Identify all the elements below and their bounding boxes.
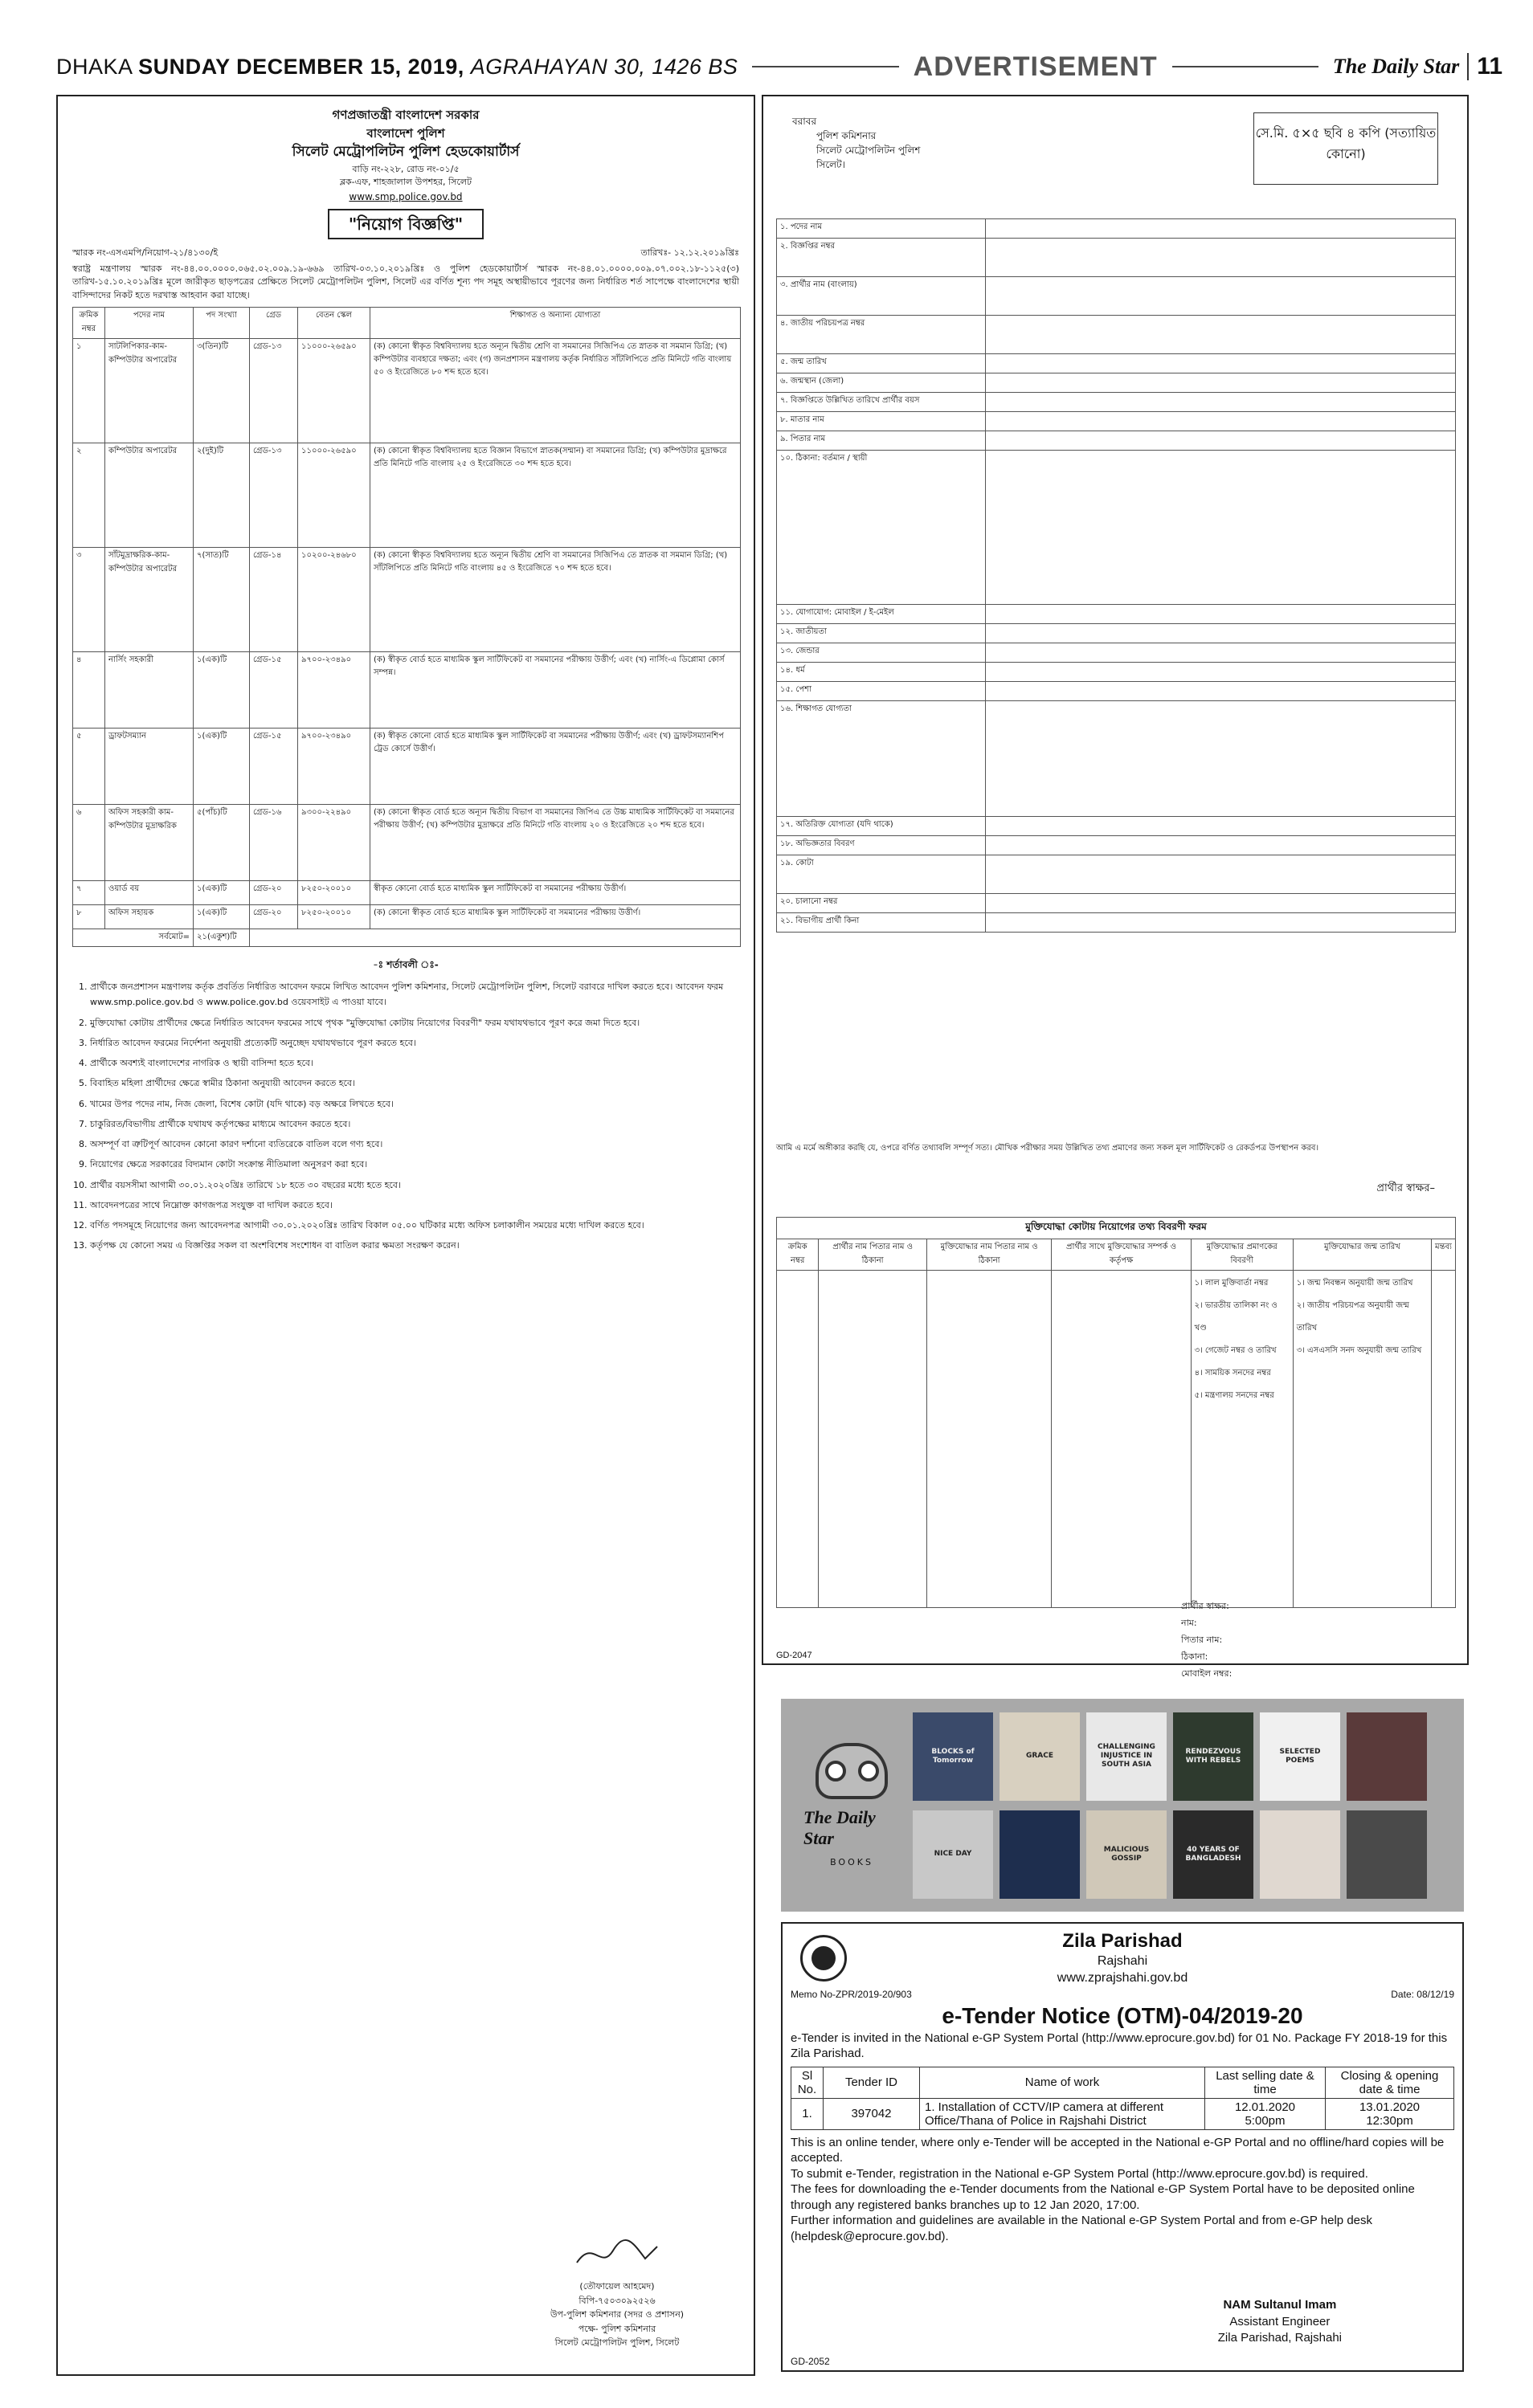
form-field-input[interactable] — [986, 431, 1456, 451]
posts-cell-scale: ১১০০০-২৬৫৯০ — [298, 339, 370, 443]
conditions-list — [90, 979, 739, 1254]
book-cover: NICE DAY — [913, 1810, 993, 1899]
tender-id: 397042 — [824, 2098, 920, 2129]
book-cover — [1260, 1810, 1340, 1899]
form-field-label: ৭. বিজ্ঞপ্তিতে উল্লিখিত তারিখে প্রার্থীর বয়স — [777, 393, 986, 412]
tender-para-1: This is an online tender, where only e-Tender will be accepted in the National e-GP Portal and no offline/hard copies will be accepted. — [791, 2135, 1445, 2165]
books-ad — [781, 1699, 1464, 1912]
ff-header: প্রার্থীর নাম পিতার নাম ও ঠিকানা — [819, 1239, 926, 1271]
book-covers — [913, 1712, 1427, 1899]
form-row — [777, 605, 1456, 624]
tender-para-2: To submit e-Tender, registration in the National e-GP System Portal (http://www.eprocure.gov.bd) is required. — [791, 2166, 1368, 2181]
form-row — [777, 239, 1456, 277]
posts-table — [72, 307, 741, 947]
form-row — [777, 701, 1456, 817]
form-field-input[interactable] — [986, 624, 1456, 643]
ad-gov: গণপ্রজাতন্ত্রী বাংলাদেশ সরকার — [332, 108, 480, 122]
page-header — [56, 50, 1502, 84]
form-field-input[interactable] — [986, 277, 1456, 316]
posts-cell-grade: গ্রেড-১৫ — [250, 729, 298, 805]
form-row — [777, 836, 1456, 855]
dateline-day: SUNDAY DECEMBER 15, 2019, — [138, 54, 464, 79]
form-field-label: ১৬. শিক্ষাগত যোগ্যতা — [777, 701, 986, 817]
form-field-label: ১১. যোগাযোগ: মোবাইল / ই-মেইল — [777, 605, 986, 624]
condition-item: 13. কর্তৃপক্ষ যে কোনো সময় এ বিজ্ঞপ্তির সকল বা অংশবিশেষ সংশোধন বা বাতিল করার ক্ষমতা সংরক্ষণ করেন। — [90, 1238, 739, 1253]
form-field-label: ২. বিজ্ঞপ্তির নম্বর — [777, 239, 986, 277]
posts-cell-post: অফিস সহকারী কাম-কম্পিউটার মুদ্রাক্ষরিক — [105, 805, 194, 881]
to-line-3: সিলেট। — [816, 159, 845, 170]
form-field-label: ১৩. জেন্ডার — [777, 643, 986, 663]
posts-cell-scale: ১০২০০-২৪৬৮০ — [298, 548, 370, 652]
form-addressee — [792, 114, 921, 172]
form-row — [777, 431, 1456, 451]
ad-title: "নিয়োগ বিজ্ঞপ্তি" — [328, 209, 484, 239]
posts-cell-scale: ৯৩০০-২২৪৯০ — [298, 805, 370, 881]
form-field-input[interactable] — [986, 701, 1456, 817]
header-rule-left — [752, 66, 898, 67]
ff-header: মুক্তিযোদ্ধার জন্ম তারিখ — [1293, 1239, 1431, 1271]
applicant-signature-label: প্রার্থীর স্বাক্ষর– — [1376, 1182, 1435, 1194]
ff-item: ৫। মন্ত্রণালয় সনদের নম্বর — [1194, 1391, 1274, 1400]
to-line-2: সিলেট মেট্রোপলিটন পুলিশ — [816, 145, 921, 156]
form-field-input[interactable] — [986, 316, 1456, 354]
condition-item: 12. বর্ণিত পদসমূহে নিয়োগের জন্য আবেদনপত্র আগামী ৩০.০১.২০২০খ্রিঃ তারিখ বিকাল ০৫.০০ ঘটিকার মধ্যে অফিস চলাকালীন সময়ের মধ্যে দাখিল করতে হবে। — [90, 1218, 739, 1233]
emblem-icon — [800, 1935, 847, 1981]
posts-cell-grade: গ্রেড-১৩ — [250, 443, 298, 548]
ad-police: বাংলাদেশ পুলিশ — [366, 125, 445, 141]
condition-item: 4. প্রার্থীকে অবশ্যই বাংলাদেশের নাগরিক ও স্থায়ী বাসিন্দা হতে হবে। — [90, 1055, 739, 1071]
condition-item: 1. প্রার্থীকে জনপ্রশাসন মন্ত্রণালয় কর্তৃক প্রবর্তিত নির্ধারিত আবেদন ফরমে লিখিত আবেদন পুলিশ কমিশনার, সিলেট মেট্রোপলিটন পুলিশ, সিলেট বরাবরে দাখিল করতে হবে। আবেদন ফরম www.smp.police.gov.bd ও www.police.gov.bd ওয়েবসাইট এ পাওয়া যাবে। — [90, 979, 739, 1010]
form-field-label: ১. পদের নাম — [777, 219, 986, 239]
ff-dob-item: ১। জন্ম নিবন্ধন অনুযায়ী জন্ম তারিখ — [1296, 1279, 1413, 1288]
declaration: আমি এ মর্মে অঙ্গীকার করছি যে, ওপরে বর্ণিত তথ্যাবলি সম্পূর্ণ সত্য। মৌখিক পরীক্ষার সময় উল্লিখিত তথ্য প্রমাণের জন্য সকল মূল সার্টিফিকেট ও রেকর্ডপত্র উপস্থাপন করব। — [776, 1144, 1319, 1153]
ad-addr1: বাড়ি নং-২২৮, রোড নং-০১/৫ — [352, 163, 460, 174]
to-line-1: পুলিশ কমিশনার — [816, 130, 877, 141]
books-sub: BOOKS — [830, 1857, 873, 1867]
posts-cell-req: (ক) স্বীকৃত বোর্ড হতে মাধ্যমিক স্কুল সার্টিফিকেট বা সমমানের পরীক্ষায় উত্তীর্ণ; এবং (খ) নার্সিং-এ ডিপ্লোমা কোর্স সম্পন্ন। — [370, 652, 741, 729]
ff-sign-line: পিতার নাম: — [1181, 1634, 1223, 1645]
application-form — [762, 95, 1469, 1679]
form-code: GD-2047 — [776, 1651, 812, 1660]
posts-cell-grade: গ্রেড-১৪ — [250, 548, 298, 652]
posts-cell-scale: ৯৭০০-২৩৪৯০ — [298, 729, 370, 805]
form-field-input[interactable] — [986, 894, 1456, 913]
tender-th: Tender ID — [824, 2067, 920, 2098]
posts-cell-sl: ১ — [73, 339, 105, 443]
posts-cell-sl: ৩ — [73, 548, 105, 652]
condition-item: 5. বিবাহিত মহিলা প্রার্থীদের ক্ষেত্রে স্বামীর ঠিকানা অনুযায়ী আবেদন করতে হবে। — [90, 1075, 739, 1091]
condition-item: 8. অসম্পূর্ণ বা ত্রুটিপূর্ণ আবেদন কোনো কারণ দর্শানো ব্যতিরেকে বাতিল বলে গণ্য হবে। — [90, 1137, 739, 1152]
condition-item: 2. মুক্তিযোদ্ধা কোটায় প্রার্থীদের ক্ষেত্রে নির্ধারিত আবেদন ফরমের সাথে পৃথক "মুক্তিযোদ্ধা কোটায় নিয়োগের বিবরণী" ফরম যথাযথভাবে পূরণ করে জমা দিতে হবে। — [90, 1015, 739, 1031]
tender-work: 1. Installation of CCTV/IP camera at different Office/Thana of Police in Rajshahi District — [920, 2098, 1205, 2129]
form-field-input[interactable] — [986, 836, 1456, 855]
posts-header: পদ সংখ্যা — [194, 308, 250, 339]
form-field-input[interactable] — [986, 605, 1456, 624]
posts-cell-post: ড্রাফটসম্যান — [105, 729, 194, 805]
application-fields-table — [776, 218, 1456, 933]
book-cover: BLOCKS of Tomorrow — [913, 1712, 993, 1801]
ad-intro: স্বরাষ্ট্র মন্ত্রণালয় স্মারক নং-৪৪.০০.০০০০.০৬৫.০২.০০৯.১৯-৬৬৯ তারিখ-০৩.১০.২০১৯খ্রিঃ ও পুলিশ হেডকোয়ার্টার্স স্মারক নং-৪৪.০১.০০০০.০০৯.০৭.০০২.১৮-১১২৫(৩) তারিখ-১৫.১০.২০১৯খ্রিঃ মূলে জারীকৃত ছাড়পত্রের প্রেক্ষিতে সিলেট মেট্রোপলিটন পুলিশ, সিলেট এর বর্ণিত শূন্য পদ সমূহ অস্থায়ীভাবে পূরণের জন্য নির্ধারিত শর্ত সাপেক্ষে বাংলাদেশের স্থায়ী বাসিন্দাদের নিকট হতে দরখাস্ত আহবান করা যাচ্ছে। — [72, 263, 739, 300]
ff-item: ৪। সাময়িক সনদের নম্বর — [1194, 1369, 1271, 1377]
tender-signer-title: Assistant Engineer — [1229, 2314, 1331, 2328]
posts-cell-sl: ২ — [73, 443, 105, 548]
ff-sign-line: মোবাইল নম্বর: — [1181, 1667, 1233, 1679]
book-cover — [1000, 1810, 1080, 1899]
form-field-label: ৮. মাতার নাম — [777, 412, 986, 431]
form-row — [777, 624, 1456, 643]
tender-notice — [781, 1922, 1464, 2372]
tender-para-4: Further information and guidelines are available in the National e-GP System Portal and from e-GP help desk (helpdesk@eprocure.gov.bd). — [791, 2214, 1372, 2243]
last-sell-date: 12.01.2020 — [1234, 2100, 1296, 2114]
last-sell-time: 5:00pm — [1245, 2113, 1286, 2128]
condition-item: 9. নিয়োগের ক্ষেত্রে সরকারের বিদ্যমান কোটা সংক্রান্ত নীতিমালা অনুসরণ করা হবে। — [90, 1157, 739, 1172]
form-field-label: ১৮. অভিজ্ঞতার বিবরণ — [777, 836, 986, 855]
form-field-label: ৫. জন্ম তারিখ — [777, 354, 986, 373]
posts-row — [73, 443, 741, 548]
posts-cell-qty: ১(এক)টি — [194, 729, 250, 805]
form-row — [777, 451, 1456, 605]
ad-date: তারিখঃ- ১২.১২.২০১৯খ্রিঃ — [640, 247, 739, 258]
book-cover: 40 YEARS OF BANGLADESH — [1173, 1810, 1253, 1899]
posts-cell-sl: ৮ — [73, 905, 105, 929]
tender-th: Last selling date & time — [1205, 2067, 1326, 2098]
posts-row — [73, 881, 741, 905]
posts-row — [73, 729, 741, 805]
book-cover — [1347, 1712, 1427, 1801]
form-field-input[interactable] — [986, 913, 1456, 933]
posts-cell-qty: ১(এক)টি — [194, 652, 250, 729]
ff-dob-item: ৩। এসএসসি সনদ অনুযায়ী জন্ম তারিখ — [1296, 1346, 1422, 1355]
form-row — [777, 373, 1456, 393]
form-field-input[interactable] — [986, 393, 1456, 412]
tender-title: e-Tender Notice (OTM)-04/2019-20 — [942, 2002, 1303, 2028]
posts-cell-scale: ৯৭০০-২৩৪৯০ — [298, 652, 370, 729]
posts-row — [73, 339, 741, 443]
form-field-label: ১৪. ধর্ম — [777, 663, 986, 682]
posts-header: গ্রেড — [250, 308, 298, 339]
tender-th: Name of work — [920, 2067, 1205, 2098]
book-cover: SELECTED POEMS — [1260, 1712, 1340, 1801]
ff-header: ক্রমিক নম্বর — [777, 1239, 819, 1271]
posts-cell-req: (ক) কোনো স্বীকৃত বোর্ড হতে অন্যূন দ্বিতীয় বিভাগ বা সমমানের জিপিএ তে উচ্চ মাধ্যমিক সার্টিফিকেট বা সমমানের পরীক্ষায় উত্তীর্ণ; (খ) কম্পিউটার মুদ্রাক্ষরে প্রতি মিনিটে গতি বাংলায় ২০ ও ইংরেজিতে ২০ শব্দ হতে হবে। — [370, 805, 741, 881]
form-row — [777, 393, 1456, 412]
book-cover: MALICIOUS GOSSIP — [1086, 1810, 1167, 1899]
ff-item: ৩। গেজেট নম্বর ও তারিখ — [1194, 1346, 1277, 1355]
zila-place: Rajshahi — [1097, 1954, 1148, 1969]
tender-signer-org: Zila Parishad, Rajshahi — [1217, 2330, 1342, 2345]
condition-item: 3. নির্ধারিত আবেদন ফরমের নির্দেশনা অনুযায়ী প্রত্যেকটি অনুচ্ছেদ যথাযথভাবে পূরণ করতে হবে। — [90, 1035, 739, 1051]
ff-dob-item: ২। জাতীয় পরিচয়পত্র অনুযায়ী জন্ম তারিখ — [1296, 1301, 1409, 1333]
posts-cell-sl: ৪ — [73, 652, 105, 729]
ff-header: মন্তব্য — [1432, 1239, 1456, 1271]
form-field-label: ১৯. কোটা — [777, 855, 986, 894]
posts-row — [73, 548, 741, 652]
posts-header: পদের নাম — [105, 308, 194, 339]
ff-form-title: মুক্তিযোদ্ধা কোটায় নিয়োগের তথ্য বিবরণী ফরম — [776, 1217, 1456, 1239]
tender-th: Closing & opening date & time — [1326, 2067, 1454, 2098]
form-field-input[interactable] — [986, 354, 1456, 373]
form-field-input[interactable] — [986, 451, 1456, 605]
dateline-city: DHAKA — [56, 54, 133, 79]
form-field-label: ২০. চালানো নম্বর — [777, 894, 986, 913]
signer-title: উপ-পুলিশ কমিশনার (সদর ও প্রশাসন) — [550, 2309, 685, 2320]
signer-id: বিপি-৭৫০৩০৯২৫২৬ — [578, 2295, 656, 2306]
posts-cell-post: সাঁটমুদ্রাক্ষরিক-কাম-কম্পিউটার অপারেটর — [105, 548, 194, 652]
tender-para-3: The fees for downloading the e-Tender documents from the National e-GP System Portal have to be deposited online through any registered banks branches up to 12 Jan 2020, 17:00. — [791, 2182, 1415, 2212]
condition-item: 10. প্রার্থীর বয়সসীমা আগামী ৩০.০১.২০২০খ্রিঃ তারিখে ১৮ হতে ৩০ বছরের মধ্যে হতে হবে। — [90, 1177, 739, 1193]
book-cover: GRACE — [1000, 1712, 1080, 1801]
form-field-label: ২১. বিভাগীয় প্রার্থী কিনা — [777, 913, 986, 933]
dateline — [56, 55, 738, 80]
form-field-label: ৪. জাতীয় পরিচয়পত্র নম্বর — [777, 316, 986, 354]
form-field-label: ১০. ঠিকানা: বর্তমান / স্থায়ী — [777, 451, 986, 605]
form-row — [777, 412, 1456, 431]
photo-text: সে.মি. ৫×৫ ছবি ৪ কপি (সত্যায়িত কোনো) — [1255, 125, 1437, 161]
condition-item: 6. খামের উপর পদের নাম, নিজ জেলা, বিশেষ কোটা (যদি থাকে) বড় অক্ষরে লিখতে হবে। — [90, 1096, 739, 1112]
to-label: বরাবর — [792, 116, 817, 127]
ad-addr2: ব্লক-এফ, শাহজালাল উপশহর, সিলেট — [339, 177, 472, 187]
form-row — [777, 277, 1456, 316]
form-row — [777, 855, 1456, 894]
posts-header: ক্রমিক নম্বর — [73, 308, 105, 339]
posts-cell-qty: ৫(পাঁচ)টি — [194, 805, 250, 881]
closing-time: 12:30pm — [1366, 2113, 1413, 2128]
dateline-bn: AGRAHAYAN 30, 1426 BS — [470, 54, 738, 79]
form-row — [777, 913, 1456, 933]
form-field-input[interactable] — [986, 219, 1456, 239]
tender-intro: e-Tender is invited in the National e-GP System Portal (http://www.eprocure.gov.bd) for 01 No. Package FY 2018-19 for this Zila Parishad. — [791, 2030, 1448, 2061]
posts-cell-grade: গ্রেড-২০ — [250, 905, 298, 929]
form-row — [777, 643, 1456, 663]
posts-cell-grade: গ্রেড-১৫ — [250, 652, 298, 729]
section-title: ADVERTISEMENT — [913, 51, 1158, 82]
posts-cell-scale: ৮২৫০-২০০১০ — [298, 905, 370, 929]
form-field-label: ১৫. পেশা — [777, 682, 986, 701]
zila-date: Date: 08/12/19 — [1391, 1988, 1454, 2000]
posts-cell-req: স্বীকৃত কোনো বোর্ড হতে মাধ্যমিক স্কুল সার্টিফিকেট বা সমমানের পরীক্ষায় উত্তীর্ণ। — [370, 881, 741, 905]
zila-memo: Memo No-ZPR/2019-20/903 — [791, 1988, 912, 2000]
form-row — [777, 663, 1456, 682]
total-posts: ২১(একুশ)টি — [194, 929, 250, 947]
form-field-label: ৯. পিতার নাম — [777, 431, 986, 451]
header-rule-right — [1172, 66, 1318, 67]
ff-item: ১। লাল মুক্তিবার্তা নম্বর — [1194, 1279, 1269, 1288]
signer-for: পক্ষে- পুলিশ কমিশনার — [578, 2323, 656, 2334]
posts-cell-scale: ৮২৫০-২০০১০ — [298, 881, 370, 905]
posts-cell-post: সাটলিপিকার-কাম-কম্পিউটার অপারেটর — [105, 339, 194, 443]
form-row — [777, 354, 1456, 373]
posts-row — [73, 805, 741, 881]
ff-sign-line: নাম: — [1181, 1617, 1197, 1628]
signature-block — [513, 2235, 722, 2350]
posts-cell-req: (ক) স্বীকৃত কোনো বোর্ড হতে মাধ্যমিক স্কুল সার্টিফিকেট বা সমমানের পরীক্ষায় উত্তীর্ণ; এবং (খ) ড্রাফটসম্যানশিপ ট্রেড কোর্সে উত্তীর্ণ। — [370, 729, 741, 805]
posts-cell-sl: ৬ — [73, 805, 105, 881]
recruitment-ad — [56, 95, 755, 2376]
form-field-input[interactable] — [986, 412, 1456, 431]
books-brand: The Daily Star — [803, 1807, 876, 1848]
posts-cell-post: নার্সিং সহকারী — [105, 652, 194, 729]
ff-table — [776, 1239, 1456, 1608]
form-field-label: ১৭. অতিরিক্ত যোগ্যতা (যদি থাকে) — [777, 817, 986, 836]
posts-cell-qty: ১(এক)টি — [194, 905, 250, 929]
posts-cell-grade: গ্রেড-২০ — [250, 881, 298, 905]
conditions-title: -ঃ শর্তাবলী ঃ- — [373, 959, 439, 970]
signature-scribble — [569, 2235, 665, 2275]
tender-signature — [1218, 2297, 1342, 2346]
book-cover: RENDEZVOUS WITH REBELS — [1173, 1712, 1253, 1801]
tender-code: GD-2052 — [791, 2356, 830, 2367]
ff-header: মুক্তিযোদ্ধার প্রমাণকের বিবরণী — [1191, 1239, 1293, 1271]
posts-cell-req: (ক) কোনো স্বীকৃত বিশ্ববিদ্যালয় হতে বিজ্ঞান বিভাগে স্নাতক(সম্মান) বা সমমানের ডিগ্রি; (খ) কম্পিউটার মুদ্রাক্ষরে প্রতি মিনিটে গতি বাংলায় ২৫ ও ইংরেজিতে ৩০ শব্দ হতে হবে। — [370, 443, 741, 548]
tender-cell: 1. — [791, 2098, 824, 2129]
form-row — [777, 894, 1456, 913]
posts-cell-post: অফিস সহায়ক — [105, 905, 194, 929]
posts-cell-sl: ৭ — [73, 881, 105, 905]
form-field-input[interactable] — [986, 855, 1456, 894]
form-field-input[interactable] — [986, 239, 1456, 277]
ff-sign-lines — [1181, 1598, 1232, 1682]
posts-cell-req: (ক) কোনো স্বীকৃত বিশ্ববিদ্যালয় হতে অন্যূন দ্বিতীয় শ্রেণি বা সমমানের সিজিপিএ তে স্নাতক বা সমমান ডিগ্রি; (খ) সাঁটলিপিতে প্রতি মিনিটে গতি বাংলায় ৪৫ ও ইংরেজিতে ৭০ শব্দ হতে হবে। — [370, 548, 741, 652]
form-row — [777, 817, 1456, 836]
posts-cell-grade: গ্রেড-১৬ — [250, 805, 298, 881]
condition-item: 7. চাকুরিরত/বিভাগীয় প্রার্থীকে যথাযথ কর্তৃপক্ষের মাধ্যমে আবেদন করতে হবে। — [90, 1116, 739, 1132]
zila-title: Zila Parishad — [1062, 1930, 1183, 1952]
ff-header: মুক্তিযোদ্ধার নাম পিতার নাম ও ঠিকানা — [926, 1239, 1052, 1271]
photo-box — [1253, 112, 1438, 185]
form-field-label: ১২. জাতীয়তা — [777, 624, 986, 643]
posts-cell-post: ওয়ার্ড বয় — [105, 881, 194, 905]
zila-web[interactable]: www.zprajshahi.gov.bd — [1057, 1970, 1188, 1985]
form-field-label: ৩. প্রার্থীর নাম (বাংলায়) — [777, 277, 986, 316]
tender-cell — [1326, 2098, 1454, 2129]
form-row — [777, 316, 1456, 354]
owl-icon — [816, 1743, 888, 1799]
posts-row — [73, 905, 741, 929]
posts-cell-grade: গ্রেড-১৩ — [250, 339, 298, 443]
posts-cell-post: কম্পিউটার অপারেটর — [105, 443, 194, 548]
condition-item: 11. আবেদনপত্রের সাথে নিম্নোক্ত কাগজপত্র সংযুক্ত বা দাখিল করতে হবে। — [90, 1198, 739, 1213]
tender-th: Sl No. — [791, 2067, 824, 2098]
paper-logo: The Daily Star — [1332, 55, 1460, 78]
tender-table — [791, 2067, 1454, 2130]
total-label: সর্বমোট= — [73, 929, 194, 947]
signer-name: (তৌফায়েল আহমেদ) — [579, 2281, 655, 2292]
form-field-input[interactable] — [986, 817, 1456, 836]
posts-cell-req: (ক) কোনো স্বীকৃত বিশ্ববিদ্যালয় হতে অন্যূন দ্বিতীয় শ্রেণি বা সমমানের সিজিপিএ তে স্নাতক বা সমমান ডিগ্রি; (খ) কম্পিউটার ব্যবহারে দক্ষতা; এবং (গ) জনপ্রশাসন মন্ত্রণালয় কর্তৃক নির্ধারিত সাঁটলিপিতে প্রতি মিনিটে গতি বাংলায় ৫০ ও ইংরেজিতে ৮০ শব্দ হতে হবে। — [370, 339, 741, 443]
ff-sign-line: ঠিকানা: — [1181, 1651, 1208, 1662]
posts-cell-qty: ১(এক)টি — [194, 881, 250, 905]
posts-cell-scale: ১১০০০-২৬৫৯০ — [298, 443, 370, 548]
form-field-input[interactable] — [986, 643, 1456, 663]
posts-cell-qty: ২(দুই)টি — [194, 443, 250, 548]
book-cover — [1347, 1810, 1427, 1899]
form-field-input[interactable] — [986, 373, 1456, 393]
closing-date: 13.01.2020 — [1359, 2100, 1421, 2114]
owl-logo — [803, 1725, 900, 1886]
ff-sign-line: প্রার্থীর স্বাক্ষর: — [1181, 1601, 1229, 1611]
posts-cell-sl: ৫ — [73, 729, 105, 805]
ad-hq: সিলেট মেট্রোপলিটন পুলিশ হেডকোয়ার্টার্স — [292, 144, 520, 160]
form-field-label: ৬. জন্মস্থান (জেলা) — [777, 373, 986, 393]
ad-web-link[interactable]: www.smp.police.gov.bd — [349, 190, 463, 202]
posts-cell-qty: ৭(সাত)টি — [194, 548, 250, 652]
signer-org: সিলেট মেট্রোপলিটন পুলিশ, সিলেট — [554, 2337, 680, 2349]
form-field-input[interactable] — [986, 663, 1456, 682]
ff-item: ২। ভারতীয় তালিকা নং ও খণ্ড — [1194, 1301, 1278, 1333]
form-field-input[interactable] — [986, 682, 1456, 701]
ff-header: প্রার্থীর সাথে মুক্তিযোদ্ধার সম্পর্ক ও কর্তৃপক্ষ — [1052, 1239, 1191, 1271]
posts-cell-req: (ক) কোনো স্বীকৃত বোর্ড হতে মাধ্যমিক স্কুল সার্টিফিকেট বা সমমানের পরীক্ষায় উত্তীর্ণ। — [370, 905, 741, 929]
posts-cell-qty: ৩(তিন)টি — [194, 339, 250, 443]
book-cover: CHALLENGING INJUSTICE IN SOUTH ASIA — [1086, 1712, 1167, 1801]
tender-cell — [1205, 2098, 1326, 2129]
tender-signer: NAM Sultanul Imam — [1223, 2298, 1337, 2312]
form-row — [777, 219, 1456, 239]
form-row — [777, 682, 1456, 701]
ad-memo: স্মারক নং-এসএমপি/নিয়োগ-২১/৪১৩০/ই — [72, 247, 219, 258]
page-number: 11 — [1467, 53, 1502, 80]
posts-header: শিক্ষাগত ও অন্যান্য যোগ্যতা — [370, 308, 741, 339]
posts-header: বেতন স্কেল — [298, 308, 370, 339]
posts-row — [73, 652, 741, 729]
